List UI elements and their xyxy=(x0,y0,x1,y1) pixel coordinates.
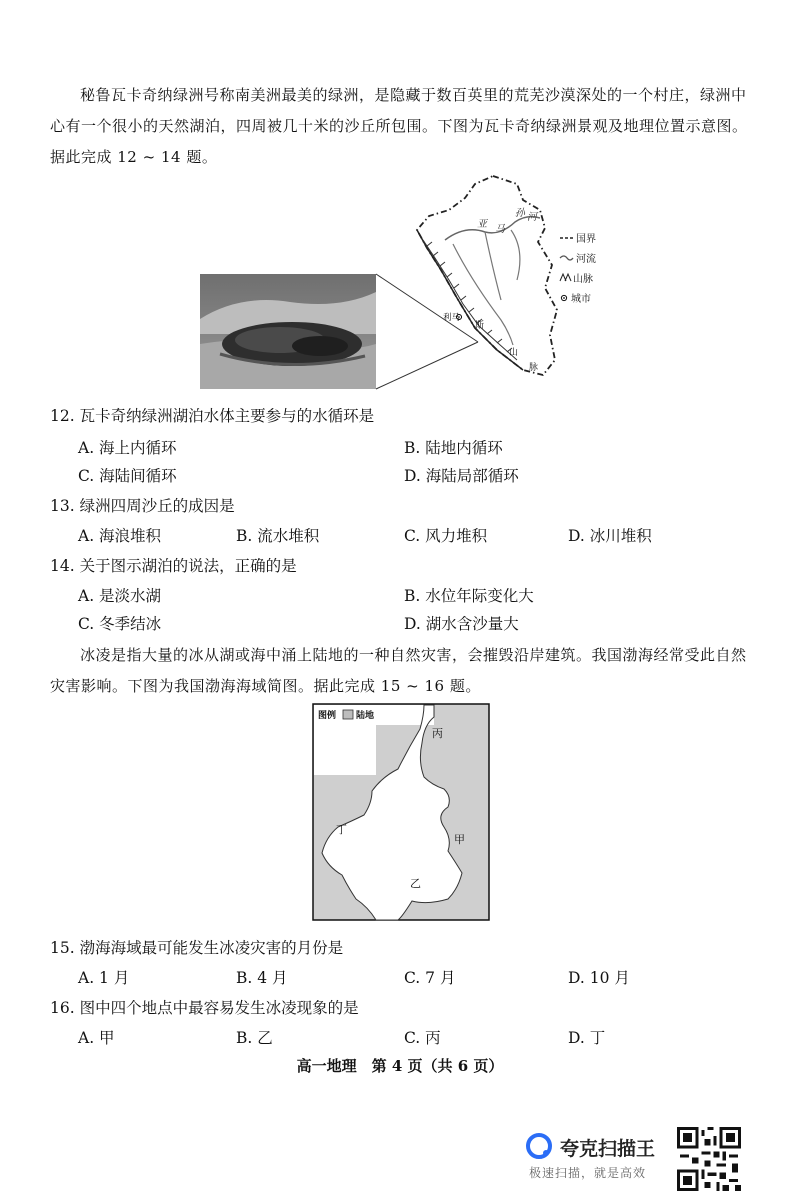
mountain-label-si: 斯 xyxy=(475,321,485,331)
q12-option-c[interactable]: C. 海陆间循环 xyxy=(78,467,177,485)
label-ding: 丁 xyxy=(336,823,347,836)
q16-option-a[interactable]: A. 甲 xyxy=(78,1029,115,1047)
q14-option-a[interactable]: A. 是淡水湖 xyxy=(78,587,162,605)
label-yi: 乙 xyxy=(410,877,421,890)
legend-city: 城市 xyxy=(571,294,591,305)
legend-river: 河流 xyxy=(576,254,596,265)
q16-option-c[interactable]: C. 丙 xyxy=(404,1029,441,1047)
q16-option-d[interactable]: D. 丁 xyxy=(568,1029,606,1047)
mountain-label-mai: 脉 xyxy=(529,363,539,373)
q15-option-c[interactable]: C. 7 月 xyxy=(404,969,456,987)
q13-option-a[interactable]: A. 海浪堆积 xyxy=(78,527,162,545)
question-12: 12. 瓦卡奇纳绿洲湖泊水体主要参与的水循环是 xyxy=(50,407,375,425)
river-label-1: 亚 xyxy=(477,219,487,230)
amazon-river xyxy=(445,217,540,240)
map-legend xyxy=(560,233,596,305)
label-jia: 甲 xyxy=(454,833,465,846)
q15-option-d[interactable]: D. 10 月 xyxy=(568,969,630,987)
q12-option-d[interactable]: D. 海陆局部循环 xyxy=(404,467,519,485)
q14-option-c[interactable]: C. 冬季结冰 xyxy=(78,615,162,633)
quark-logo-icon xyxy=(525,1132,553,1160)
intro-paragraph-oasis: 秘鲁瓦卡奇纳绿洲号称南美洲最美的绿洲，是隐藏于数百英里的荒芜沙漠深处的一个村庄，绿洲中心有一个很小的天然湖泊，四周被几十米的沙丘所包围。下图为瓦卡奇纳绿洲景观及地理位置示意图。据此完成 12 ~ 14 题。 xyxy=(50,86,748,166)
bohai-sea-map xyxy=(312,703,490,921)
page-footer: 高一地理 第 4 页（共 6 页） xyxy=(296,1057,504,1075)
tributary-3 xyxy=(511,230,520,280)
city-label-lima: 利马 xyxy=(443,313,461,323)
mountain-label-shan: 山 xyxy=(509,348,519,358)
q14-option-d[interactable]: D. 湖水含沙量大 xyxy=(404,615,519,633)
legend-border: 国界 xyxy=(576,234,596,245)
label-bing: 丙 xyxy=(432,727,443,740)
legend-land: 陆地 xyxy=(356,711,375,721)
legend-land-swatch xyxy=(343,710,353,719)
brand-name: 夸克扫描王 xyxy=(560,1138,656,1160)
tributary-2 xyxy=(485,232,501,300)
intro-paragraph-ice: 冰凌是指大量的冰从湖或海中涌上陆地的一种自然灾害，会摧毁沿岸建筑。我国渤海经常受此自然灾害影响。下图为我国渤海海域简图。据此完成 15 ~ 16 题。 xyxy=(50,646,747,695)
peru-location-map xyxy=(405,170,620,385)
q13-option-d[interactable]: D. 冰川堆积 xyxy=(568,527,652,545)
scanner-watermark xyxy=(525,1128,675,1178)
river-label-3: 孙 xyxy=(515,208,525,219)
q16-option-b[interactable]: B. 乙 xyxy=(236,1029,273,1047)
q13-option-c[interactable]: C. 风力堆积 xyxy=(404,527,488,545)
legend-title: 图例 xyxy=(318,711,337,721)
coastline xyxy=(417,230,523,370)
question-13: 13. 绿洲四周沙丘的成因是 xyxy=(50,497,235,515)
question-14: 14. 关于图示湖泊的说法，正确的是 xyxy=(50,557,297,575)
question-15: 15. 渤海海域最可能发生冰凌灾害的月份是 xyxy=(50,939,344,957)
q12-option-b[interactable]: B. 陆地内循环 xyxy=(404,439,503,457)
qr-code-icon xyxy=(677,1127,741,1191)
oasis-photo xyxy=(200,274,376,389)
andes-mountains xyxy=(423,240,517,360)
q15-option-a[interactable]: A. 1 月 xyxy=(78,969,130,987)
brand-slogan: 极速扫描，就是高效 xyxy=(529,1166,647,1180)
legend-mountain: 山脉 xyxy=(573,274,593,285)
peru-border xyxy=(417,176,557,375)
q15-option-b[interactable]: B. 4 月 xyxy=(236,969,288,987)
q12-option-a[interactable]: A. 海上内循环 xyxy=(78,439,177,457)
river-label-2: 马 xyxy=(495,224,505,235)
question-16: 16. 图中四个地点中最容易发生冰凌现象的是 xyxy=(50,999,359,1017)
q13-option-b[interactable]: B. 流水堆积 xyxy=(236,527,320,545)
river-label-4: 河 xyxy=(527,212,537,223)
q14-option-b[interactable]: B. 水位年际变化大 xyxy=(404,587,534,605)
